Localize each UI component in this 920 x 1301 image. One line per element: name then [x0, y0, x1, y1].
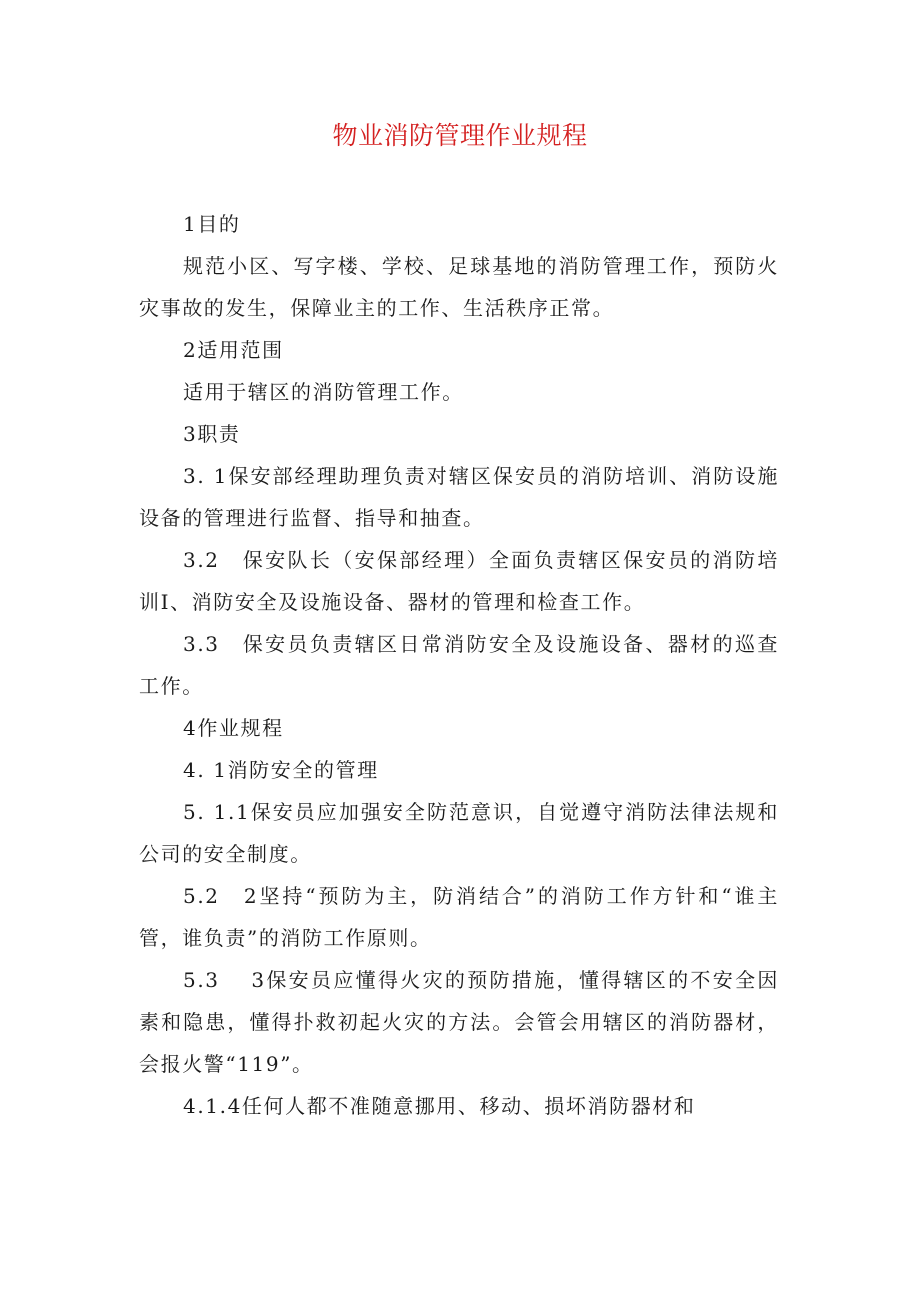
paragraph-rule-2: 5.2 2坚持“预防为主，防消结合”的消防工作方针和“谁主管，谁负责”的消防工作原则。: [139, 884, 779, 950]
paragraph-scope: 适用于辖区的消防管理工作。: [183, 380, 464, 404]
subsection-heading-fire-safety: 4. 1消防安全的管理: [183, 758, 379, 782]
paragraph-responsibility-3-2: 3.2 保安队长（安保部经理）全面负责辖区保安员的消防培训I、消防安全及设施设备、器材的管理和检查工作。: [139, 548, 779, 614]
paragraph-rule-4: 4.1.4任何人都不准随意挪用、移动、损坏消防器材和: [183, 1094, 696, 1118]
document-body: [139, 203, 779, 1127]
section-heading-responsibilities: 3职责: [183, 422, 241, 446]
paragraph-rule-1: 5. 1.1保安员应加强安全防范意识，自觉遵守消防法律法规和公司的安全制度。: [139, 800, 779, 866]
section-heading-scope: 2适用范围: [183, 338, 284, 362]
paragraph-responsibility-3-1: 3. 1保安部经理助理负责对辖区保安员的消防培训、消防设施设备的管理进行监督、指导和抽查。: [139, 464, 779, 530]
document-title: 物业消防管理作业规程: [332, 121, 588, 150]
section-heading-purpose: 1目的: [183, 212, 241, 236]
section-heading-procedures: 4作业规程: [183, 716, 284, 740]
paragraph-purpose: 规范小区、写字楼、学校、足球基地的消防管理工作，预防火灾事故的发生，保障业主的工作、生活秩序正常。: [139, 254, 779, 320]
paragraph-rule-3: 5.3 3保安员应懂得火灾的预防措施，懂得辖区的不安全因素和隐患，懂得扑救初起火灾的方法。会管会用辖区的消防器材，会报火警“119”。: [139, 968, 779, 1076]
paragraph-responsibility-3-3: 3.3 保安员负责辖区日常消防安全及设施设备、器材的巡查工作。: [139, 632, 779, 698]
